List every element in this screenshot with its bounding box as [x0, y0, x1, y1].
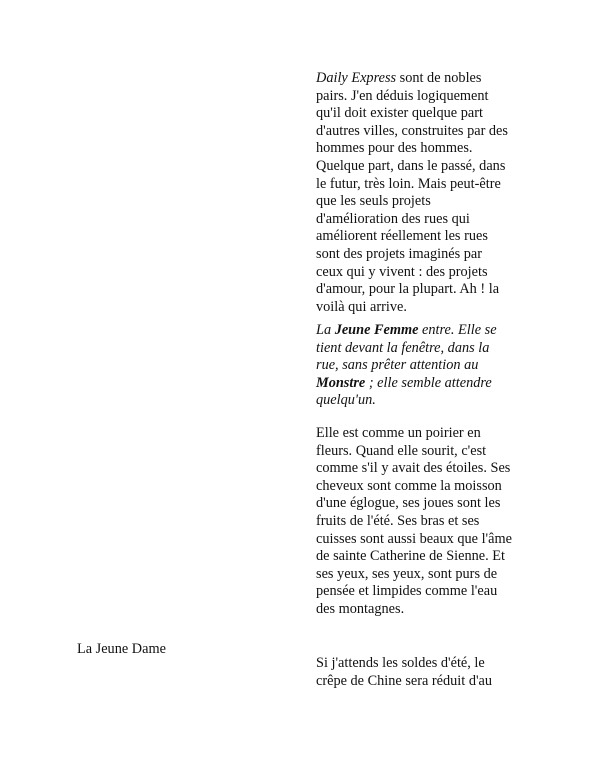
dialogue-paragraph-3: [316, 655, 512, 690]
paragraph-body: sont de nobles pairs. J'en déduis logiquement qu'il doit exister quelque part d'autres villes, construites par des hommes pour des hommes. Quelque part, dans le passé, dans le futur, très loin. Mais peut-être que les seuls projets d'amélioration des rues qui améliorent réellement les rues sont des projets imaginés par ceux qui y vivent : des projets d'amour, pour la plupart. Ah ! la voilà qui arrive.: [316, 70, 508, 315]
stage-direction-text: [316, 322, 512, 410]
dialogue-paragraph-2: [316, 425, 512, 619]
newspaper-title: Daily Express: [316, 70, 397, 86]
character-name: Jeune Femme: [334, 322, 419, 338]
stage-direction: [316, 322, 512, 410]
paragraph-body: Si j'attends les soldes d'été, le crêpe de Chine sera réduit d'au: [316, 655, 493, 689]
character-name: Monstre: [316, 374, 366, 391]
paragraph-body: Elle est comme un poirier en fleurs. Quand elle sourit, c'est comme s'il y avait des étoiles. Ses cheveux sont comme la moisson d'une églogue, ses joues sont les fruits de l'été. Ses bras et ses cuisses sont aussi beaux que l'âme de sainte Catherine de Sienne. Et ses yeux, ses yeux, sont purs de pensée et limpides comme l'eau des montagnes.: [316, 425, 512, 617]
stage-direction-part: ; elle semble attendre quelqu'un.: [316, 374, 492, 409]
speaker-name: La Jeune Dame: [77, 641, 166, 657]
paragraph-text: [316, 70, 512, 316]
stage-direction-part: entre. Elle se tient devant la fenêtre, dans la rue, sans prêter attention au: [316, 322, 497, 374]
stage-direction-part: La: [316, 322, 335, 338]
dialogue-paragraph-1: [316, 70, 512, 316]
